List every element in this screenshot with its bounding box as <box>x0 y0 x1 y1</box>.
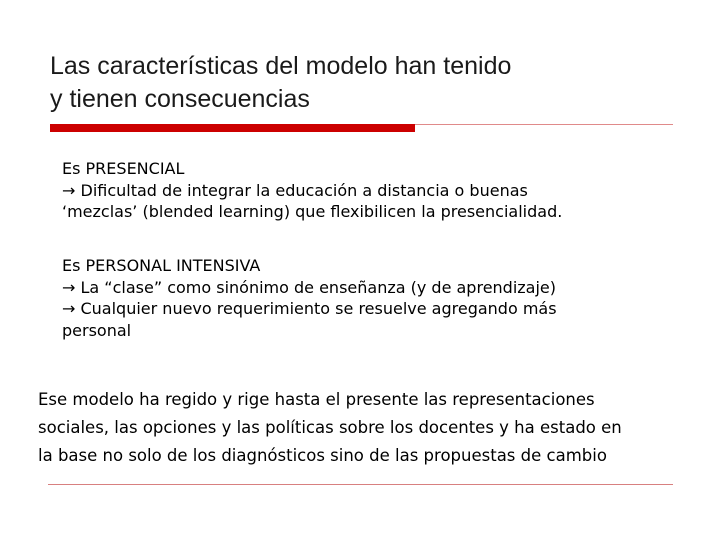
title-underline-accent <box>50 124 415 132</box>
personal-intensiva-block <box>62 255 557 341</box>
title-line-1: Las características del modelo han tenido <box>50 52 512 80</box>
title-line-2: y tienen consecuencias <box>50 85 310 113</box>
arrow-right-icon: → <box>62 299 76 318</box>
conclusion-line-3: la base no solo de los diagnósticos sino de las propuestas de cambio <box>38 446 607 465</box>
presencial-block <box>62 158 562 223</box>
arrow-right-icon: → <box>62 277 76 297</box>
requerimiento-consequence-continued: personal <box>62 320 132 340</box>
title-underline-thin <box>415 124 673 125</box>
clase-consequence-text: La “clase” como sinónimo de enseñanza (y de aprendizaje) <box>75 277 557 297</box>
requerimiento-consequence-text: Cualquier nuevo requerimiento se resuelve agregando más <box>75 299 557 318</box>
presencial-consequence <box>62 180 562 202</box>
presencial-consequence-text: Dificultad de integrar la educación a distancia o buenas <box>75 180 528 200</box>
conclusion-line-1: Ese modelo ha regido y rige hasta el presente las representaciones <box>38 390 595 409</box>
presencial-consequence-continued: ‘mezclas’ (blended learning) que flexibilicen la presencialidad. <box>62 202 563 221</box>
conclusion-line-2: sociales, las opciones y las políticas sobre los docentes y ha estado en <box>38 418 622 437</box>
conclusion-paragraph <box>38 386 622 470</box>
personal-intensiva-heading: Es PERSONAL INTENSIVA <box>62 256 261 275</box>
arrow-right-icon: → <box>62 180 76 200</box>
bottom-divider <box>48 484 673 485</box>
presencial-heading: Es PRESENCIAL <box>62 159 185 178</box>
slide-title <box>50 50 670 116</box>
clase-consequence <box>62 277 557 299</box>
requerimiento-consequence <box>62 298 557 320</box>
